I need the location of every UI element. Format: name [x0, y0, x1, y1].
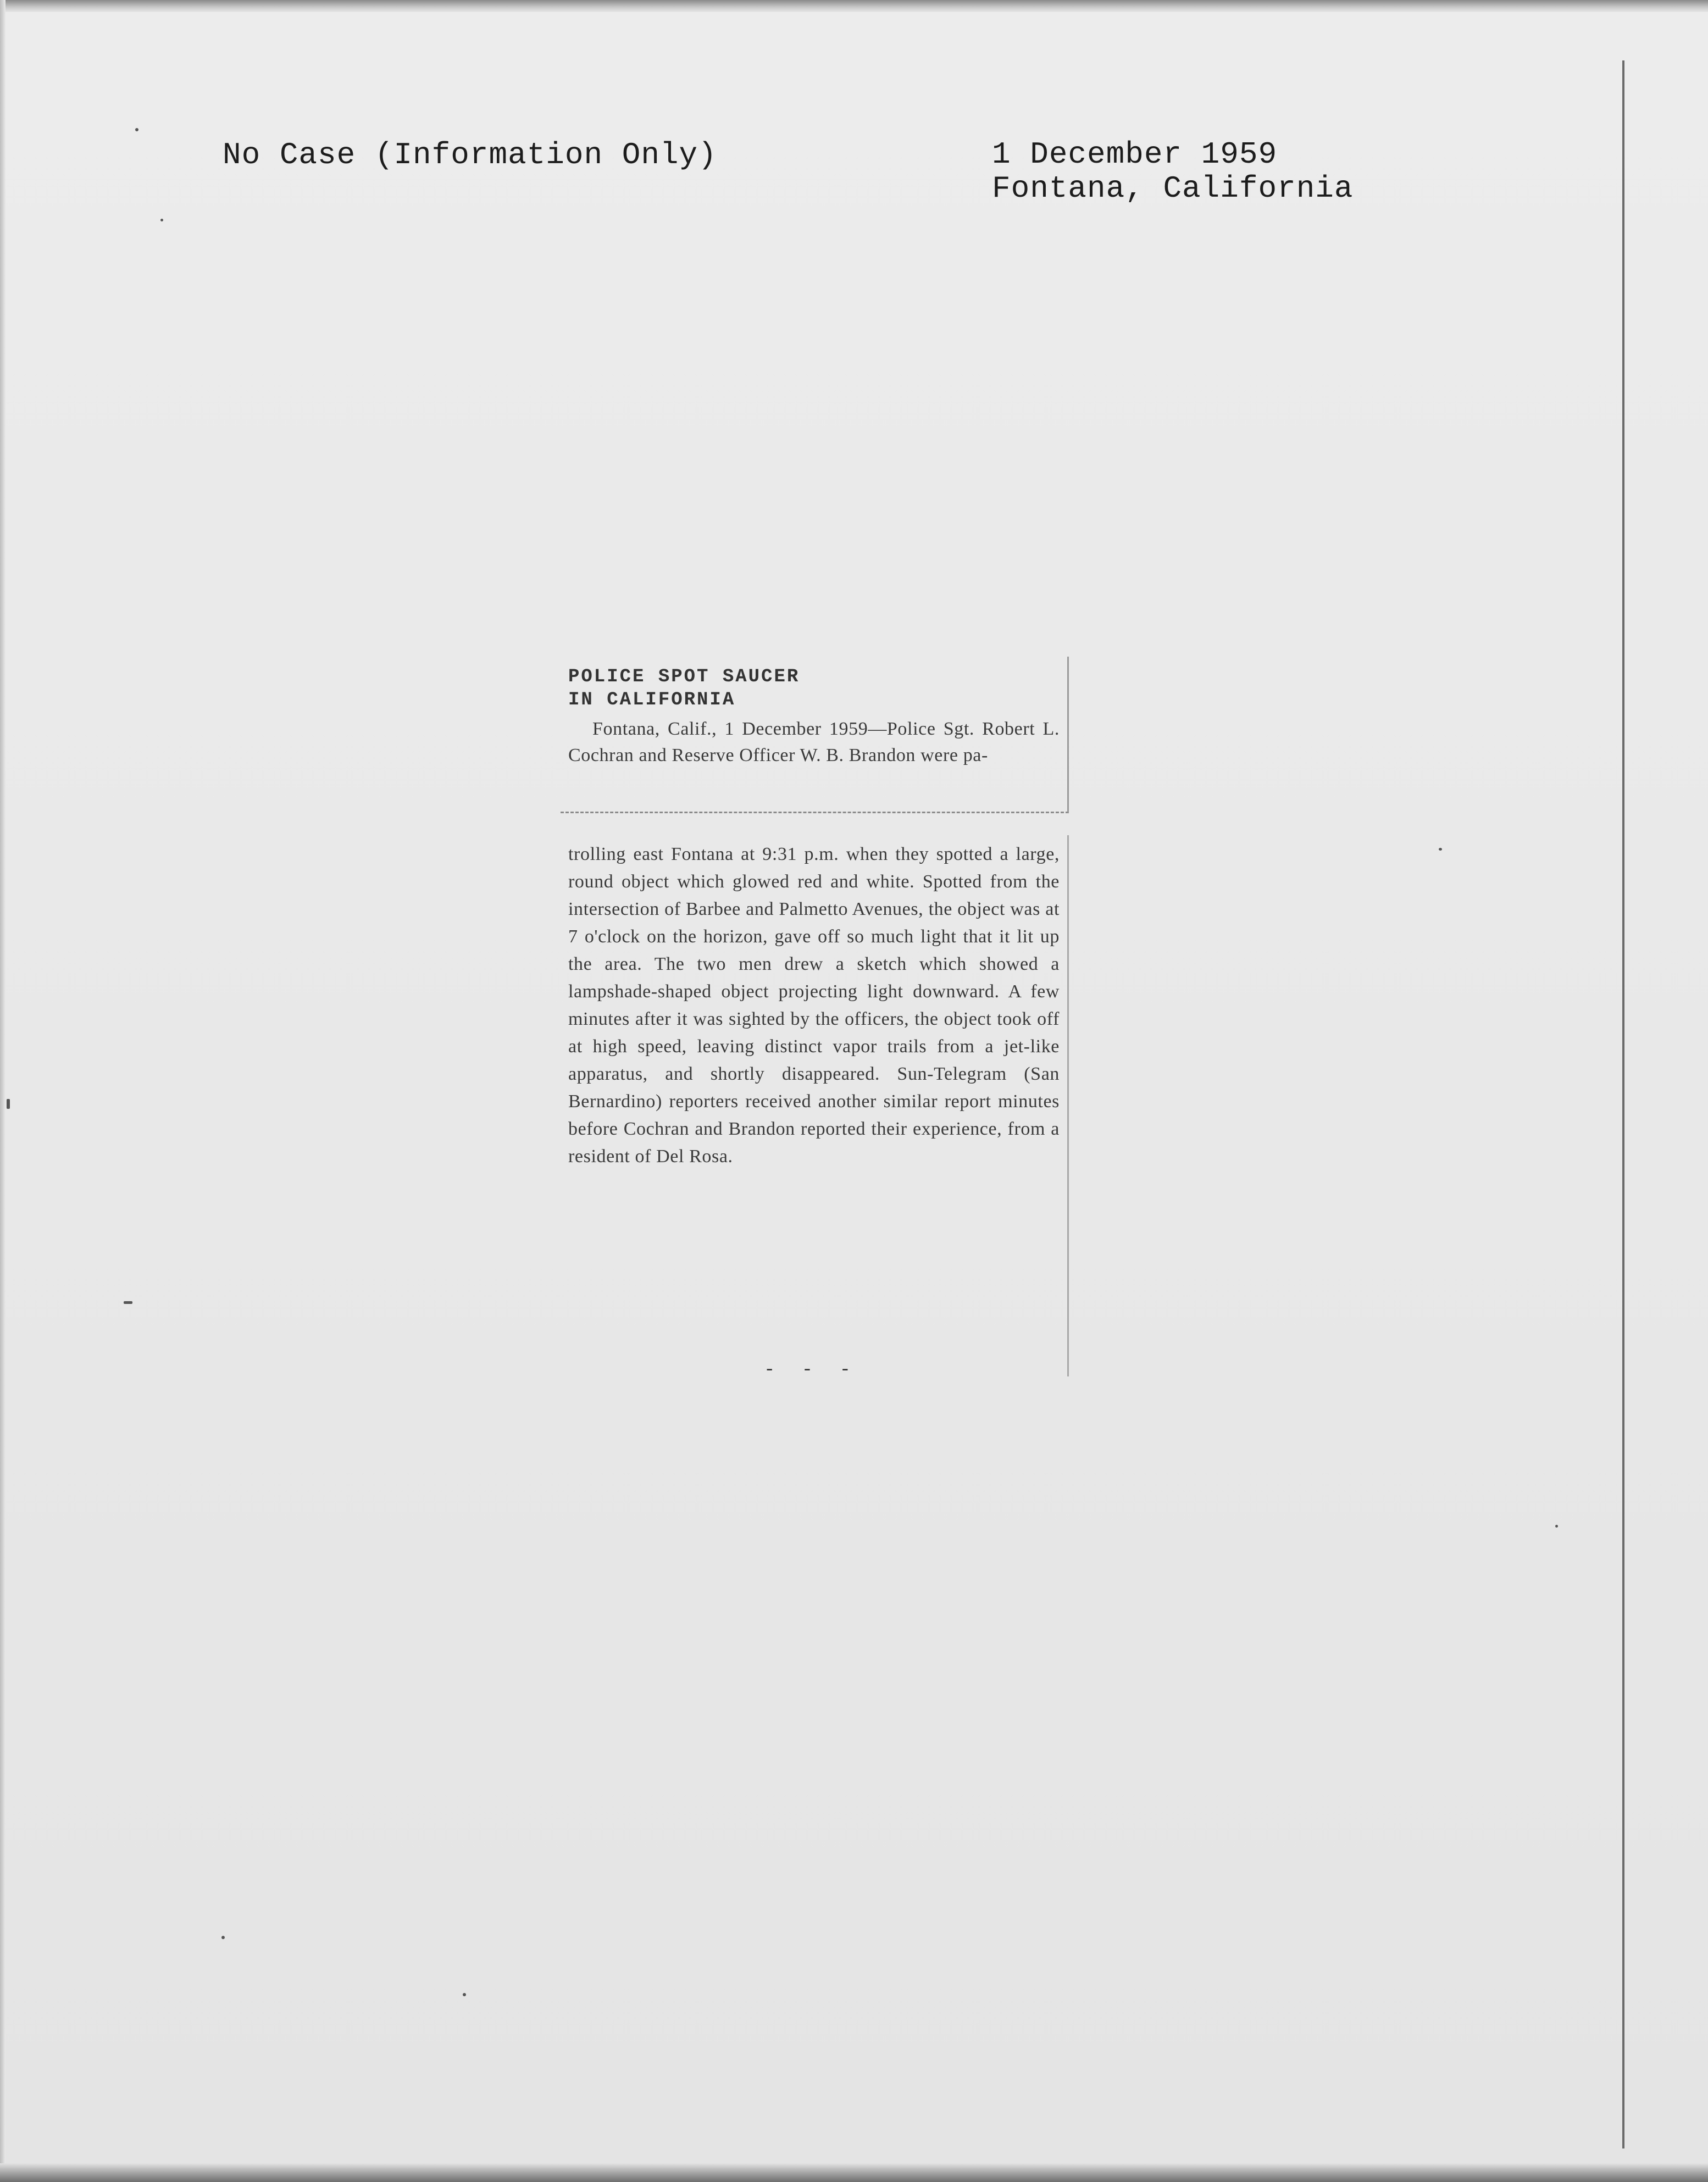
clipping-headline	[568, 665, 1060, 712]
scan-speck	[463, 1993, 466, 1996]
newspaper-clipping	[561, 657, 1069, 1381]
date-location-block	[992, 137, 1354, 206]
scan-speck	[124, 1301, 132, 1304]
scan-left-edge	[0, 0, 5, 2182]
scan-speck	[7, 1099, 10, 1109]
clipping-end-marks: - - -	[764, 1360, 859, 1381]
scan-right-border	[1622, 60, 1624, 2148]
scan-speck	[221, 1936, 225, 1939]
case-label: No Case (Information Only)	[223, 137, 717, 173]
headline-line-2: IN CALIFORNIA	[568, 690, 736, 710]
report-location: Fontana, California	[992, 171, 1354, 206]
clipping-top-section	[561, 657, 1069, 813]
scan-top-edge	[0, 0, 1708, 12]
headline-line-1: POLICE SPOT SAUCER	[568, 667, 800, 687]
scan-speck	[1439, 848, 1442, 851]
report-date: 1 December 1959	[992, 137, 1278, 172]
clipping-bottom-section	[561, 835, 1069, 1376]
scan-bottom-edge	[0, 2163, 1708, 2182]
clipping-paragraph-bottom: trolling east Fontana at 9:31 p.m. when they spotted a large, round object which glowed red and white. Spotted from the intersection of Barbee and Palmetto Avenues, the object was at 7 o'clock on the horizon, gave off so much light that it lit up the area. The two men drew a sketch which showed a lampshade-shaped object projecting light downward. A few minutes after it was sighted by the officers, the object took off at high speed, leaving distinct vapor trails from a jet-like apparatus, and shortly disappeared. Sun-Telegram (San Bernardino) reporters received another similar report minutes before Cochran and Brandon reported their experience, from a resident of Del Rosa.	[568, 844, 1060, 1167]
scan-speck	[135, 128, 138, 131]
clipping-paragraph-top: Fontana, Calif., 1 December 1959—Police Sgt. Robert L. Cochran and Reserve Officer W. B. Brandon were pa-	[568, 719, 1060, 765]
scan-speck	[160, 219, 163, 221]
scan-speck	[1555, 1525, 1558, 1528]
